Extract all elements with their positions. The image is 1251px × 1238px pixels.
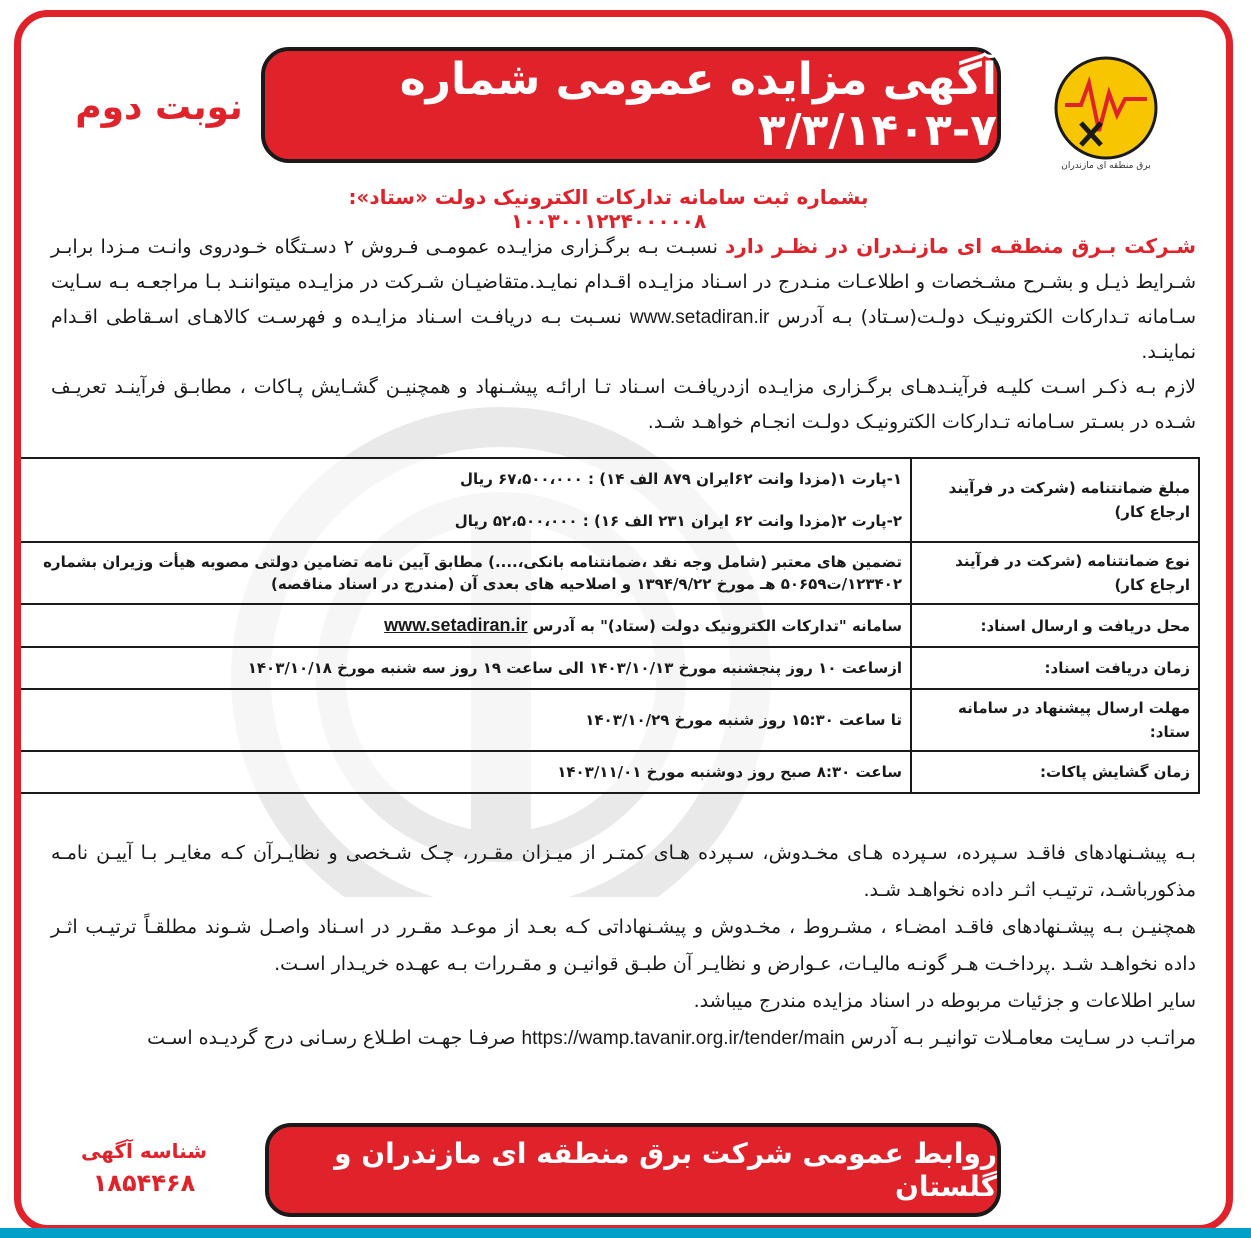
outro-paragraphs: [51, 835, 1196, 1057]
submission-deadline-value: تا ساعت ۱۵:۳۰ روز شنبه مورخ ۱۴۰۳/۱۰/۲۹: [16, 689, 911, 751]
table-row: [16, 751, 1199, 793]
outro-p1: بـه پیشـنهادهای فاقـد سـپرده، سـپرده هـای مخـدوش، سـپرده هـای کمتـر از میـزان مقـرر، چـک شـخصی و نظایـرآن کـه مغایـر بـا آییـن نامـه مذکورباشـد، ترتیـب اثـر داده نخواهـد شـد.: [51, 842, 1196, 901]
documents-place-value: سامانه "تدارکات الکترونیک دولت (ستاد)" به آدرس www.setadiran.ir: [16, 604, 911, 647]
ad-id-number: ۱۸۵۴۴۶۸: [92, 1169, 196, 1197]
ad-id-label: شناسه آگهی: [80, 1139, 208, 1163]
part-2-amount: ۲-پارت ۲(مزدا وانت ۶۲ ایران ۲۳۱ الف ۱۶) : ۵۲،۵۰۰،۰۰۰ ریال: [454, 512, 902, 530]
table-row: [16, 604, 1199, 647]
opening-time-value: ساعت ۸:۳۰ صبح روز دوشنبه مورخ ۱۴۰۳/۱۱/۰۱: [16, 751, 911, 793]
logo-caption: برق منطقه ای مازندران: [1061, 161, 1151, 171]
round-label: نوبت دوم: [75, 87, 243, 128]
ad-id: [69, 1139, 219, 1197]
documents-time-value: ازساعت ۱۰ روز پنجشنبه مورخ ۱۴۰۳/۱۰/۱۳ الی ساعت ۱۹ روز سه شنبه مورخ ۱۴۰۳/۱۰/۱۸: [16, 647, 911, 689]
bottom-strip: [0, 1228, 1251, 1238]
guarantee-amount-value: [16, 458, 911, 542]
tavanir-link[interactable]: https://wamp.tavanir.org.ir/tender/main: [521, 1028, 845, 1049]
documents-time-label: زمان دریافت اسناد:: [911, 647, 1199, 689]
intro-paragraph: [51, 229, 1196, 440]
documents-place-label: محل دریافت و ارسال اسناد:: [911, 604, 1199, 647]
outro-p3: سایر اطلاعات و جزئیات مربوطه در اسناد مزایده مندرج میباشد.: [693, 990, 1196, 1012]
ad-title: آگهی مزایده عمومی شماره ۷-۳/۳/۱۴۰۳: [261, 47, 1001, 163]
intro-text-3: لازم بـه ذکـر اسـت کلیـه فرآینـدهـای برگـزاری مزایـده ازدریافـت اسـناد تـا ارائـه پیشـنهاد و همچنیـن گشـایش پـاکات ، مطابـق فرآینـد تعریـف شـده در بسـتر سـامانه تـدارکات الکترونیـک دولـت انجـام خواهـد شـد.: [51, 376, 1196, 433]
registration-number: بشماره ثبت سامانه تدارکات الکترونیک دولت «ستاد»: ۱۰۰۳۰۰۱۲۲۴۰۰۰۰۰۸: [348, 185, 869, 233]
company-name: شـرکت بـرق منطقـه ای مازنـدران در نظـر دارد: [725, 234, 1197, 258]
outro-p4: مراتـب در سـایت معامـلات توانیـر بـه آدرس https://wamp.tavanir.org.ir/tender/main صرفـا جهـت اطـلاع رسـانی درج گردیـده اسـت: [147, 1027, 1196, 1049]
info-table: [15, 457, 1200, 794]
table-row: [16, 458, 1199, 542]
intro-text-2: نسـبت بـه دریافـت اسـناد مزایـده و فهرسـت کالاهـای اسـقاطی اقـدام نماینـد.: [51, 306, 1196, 363]
guarantee-amount-label: مبلغ ضمانتنامه (شرکت در فرآیند ارجاع کار): [911, 458, 1199, 542]
outro-p2: همچنیـن بـه پیشـنهادهای فاقـد امضـاء ، مشـروط ، مخـدوش و پیشـنهاداتی کـه بعـد از موعـد مقـرر در اسـناد واصـل شـوند مطلقـاً ترتیـب اثـر داده نخواهـد شـد .پرداخـت هـر گونـه مالیـات، عـوارض و نظایـر آن طبـق قوانیـن و مقـررات بـه عهـده خریـدار اسـت.: [51, 916, 1196, 975]
opening-time-label: زمان گشایش پاکات:: [911, 751, 1199, 793]
submission-deadline-label: مهلت ارسال پیشنهاد در سامانه ستاد:: [911, 689, 1199, 751]
guarantee-type-value: تضمین های معتبر (شامل وجه نقد ،ضمانتنامه بانکی،....) مطابق آیین نامه تضامین دولتی مصوبه هیأت وزیران بشماره ۱۲۳۴۰۲/ت۵۰۶۵۹ هـ مورخ ۱۳۹۴/۹/۲۲ و اصلاحیه های بعدی آن (مندرج در اسناد مناقصه): [16, 542, 911, 604]
ad-frame: [14, 10, 1233, 1232]
guarantee-type-label: نوع ضمانتنامه (شرکت در فرآیند ارجاع کار): [911, 542, 1199, 604]
footer-banner: روابط عمومی شرکت برق منطقه ای مازندران و گلستان: [265, 1123, 1001, 1217]
table-row: [16, 647, 1199, 689]
table-row: [16, 689, 1199, 751]
setadiran-link[interactable]: www.setadiran.ir: [629, 307, 770, 328]
table-row: [16, 542, 1199, 604]
company-logo: [1041, 53, 1171, 183]
part-1-amount: ۱-پارت ۱(مزدا وانت ۶۲ایران ۸۷۹ الف ۱۴) : ۶۷،۵۰۰،۰۰۰ ریال: [459, 470, 902, 488]
intro-text-1: نسبـت بـه برگـزاری مزایـده عمومـی فـروش ۲ دسـتگاه خـودروی وانـت مـزدا برابـر شـرایط ذیـل و بشـرح مشـخصات و اطلاعـات منـدرج در اسـناد مزایـده اقـدام نمایـد.متقاضیـان شـرکت در مزایـده میتواننـد بـا مراجعـه بـه سـایت سـامانه تـدارکات الکترونیـک دولـت(سـتاد) بـه آدرس: [51, 236, 1196, 328]
setadiran-table-link[interactable]: www.setadiran.ir: [384, 615, 528, 635]
lightning-logo-icon: [1051, 53, 1161, 163]
